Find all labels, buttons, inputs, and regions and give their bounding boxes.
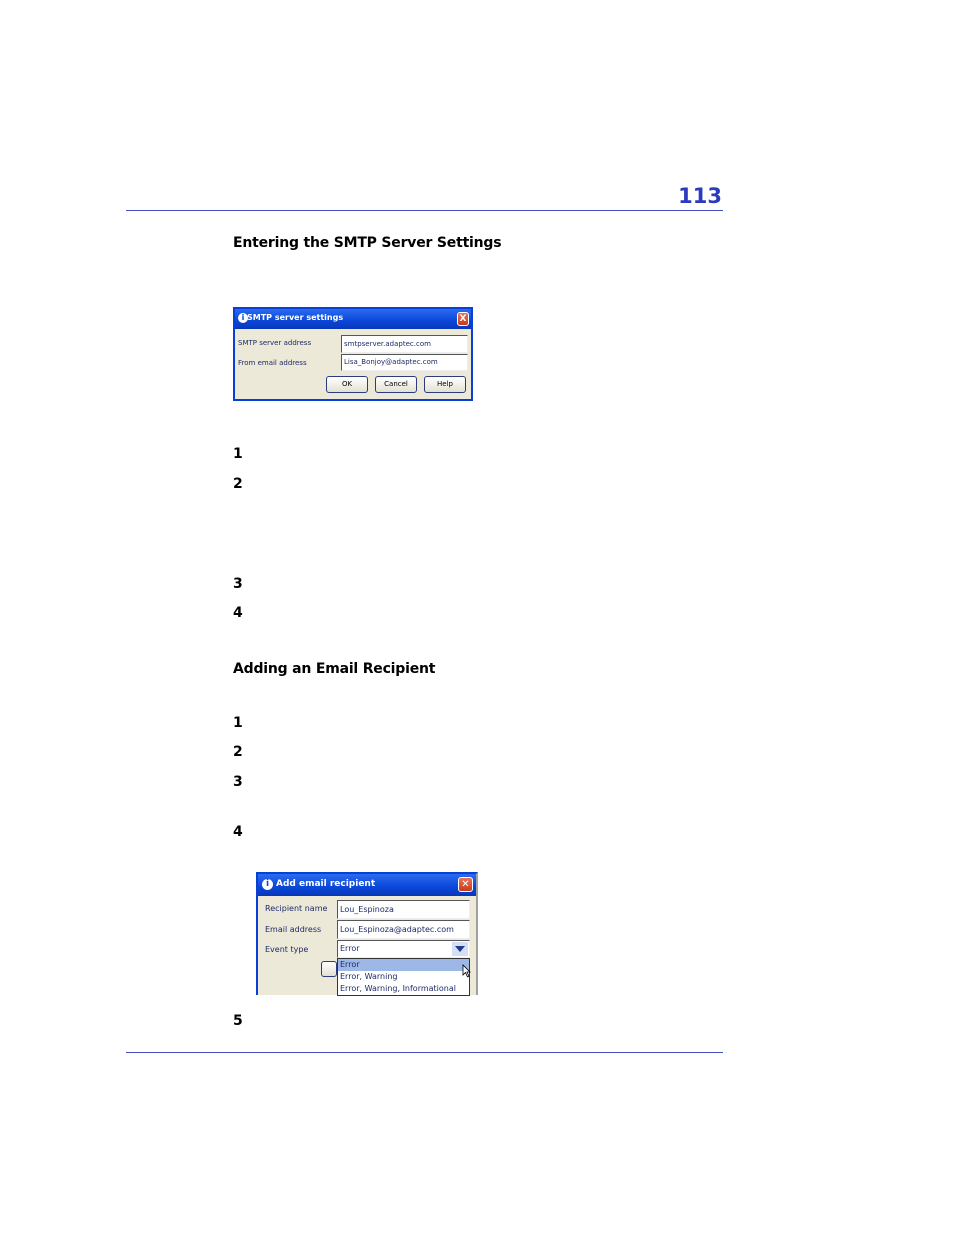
step-number: 4 (233, 824, 243, 840)
close-icon[interactable]: X (457, 312, 469, 326)
from-email-label: From email address (238, 359, 307, 367)
footer-rule (126, 1052, 723, 1053)
step-number: 5 (233, 1013, 243, 1029)
recipient-dialog-titlebar (258, 874, 476, 896)
app-icon: i (262, 879, 273, 890)
mouse-cursor-icon (462, 964, 471, 978)
event-type-value: Error (340, 944, 360, 953)
recipient-name-input[interactable]: Lou_Espinoza (337, 900, 470, 919)
smtp-dialog-title: SMTP server settings (247, 313, 344, 322)
page-number: 113 (678, 184, 722, 208)
step-number: 3 (233, 576, 243, 592)
option-item[interactable]: Error, Warning (340, 972, 398, 981)
app-icon: i (238, 313, 248, 323)
smtp-server-label: SMTP server address (238, 339, 312, 347)
event-type-label: Event type (265, 945, 309, 954)
help-button[interactable]: Help (424, 376, 466, 393)
section-heading-recipient: Adding an Email Recipient (233, 661, 436, 677)
option-item[interactable]: Error, Warning, Informational (340, 984, 456, 993)
cancel-button[interactable]: Cancel (375, 376, 417, 393)
chevron-down-icon[interactable] (452, 942, 468, 956)
event-type-options (337, 958, 470, 996)
step-number: 2 (233, 476, 243, 492)
step-number: 2 (233, 744, 243, 760)
smtp-settings-dialog (233, 307, 473, 401)
email-address-label: Email address (265, 925, 322, 934)
event-type-select[interactable] (337, 940, 470, 958)
add-recipient-dialog (256, 872, 478, 995)
recipient-name-label: Recipient name (265, 904, 328, 913)
close-icon[interactable]: ✕ (458, 877, 473, 892)
smtp-server-input[interactable]: smtpserver.adaptec.com (341, 335, 468, 353)
step-number: 4 (233, 605, 243, 621)
email-address-input[interactable]: Lou_Espinoza@adaptec.com (337, 920, 470, 939)
option-item[interactable]: Error (338, 959, 469, 971)
partially-hidden-button[interactable] (321, 961, 337, 977)
recipient-dialog-title: Add email recipient (276, 879, 376, 889)
step-number: 1 (233, 446, 243, 462)
header-rule (126, 210, 723, 211)
step-number: 1 (233, 715, 243, 731)
smtp-dialog-titlebar (235, 309, 471, 329)
step-number: 3 (233, 774, 243, 790)
section-heading-smtp: Entering the SMTP Server Settings (233, 235, 502, 251)
ok-button[interactable]: OK (326, 376, 368, 393)
from-email-input[interactable]: Lisa_Bonjoy@adaptec.com (341, 354, 468, 371)
